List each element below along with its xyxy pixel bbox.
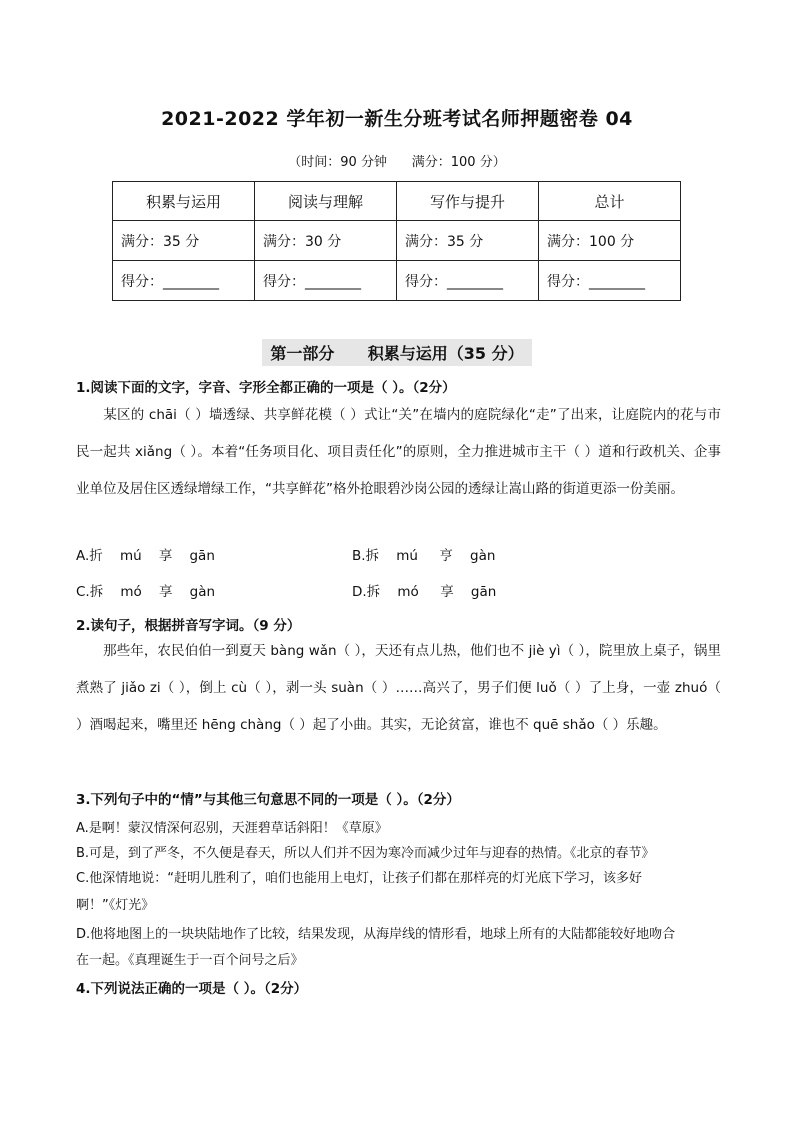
score-header-cell: 阅读与理解 <box>255 182 397 221</box>
section-heading: 第一部分 积累与运用（35 分） <box>262 339 531 366</box>
score-table-full-row <box>113 221 681 261</box>
question-2-header <box>76 614 721 634</box>
question-1-title: 1.阅读下面的文字，字音、字形全都正确的一项是（ ）。（2分） <box>76 380 456 396</box>
question-3-option-a: A.是啊！蒙汉情深何忍别，天涯碧草话斜阳！《草原》 <box>76 821 388 836</box>
full-mark-cell: 满分：35 分 <box>397 221 539 261</box>
question-3-option-b: B.可是，到了严冬，不久便是春天，所以人们并不因为寒冷而减少过年与迎春的热情。《北京的春节》 <box>76 846 655 861</box>
section-heading-wrap <box>0 339 794 366</box>
got-mark-cell: 得分：________ <box>397 261 539 301</box>
exam-title: 2021-2022 学年初一新生分班考试名师押题密卷 04 <box>161 108 633 130</box>
question-1-header <box>76 376 721 396</box>
question-4-header <box>76 977 721 997</box>
score-header-cell: 总计 <box>539 182 681 221</box>
score-table <box>112 181 681 301</box>
exam-subtitle: （时间：90 分钟 满分：100 分） <box>288 155 506 170</box>
question-3-option-d-cont: 在一起。《真理诞生于一百个问号之后》 <box>76 953 304 968</box>
full-mark-cell: 满分：30 分 <box>255 221 397 261</box>
got-mark-cell: 得分：________ <box>113 261 255 301</box>
question-3-option-d: D.他将地图上的一块块陆地作了比较，结果发现，从海岸线的情形看，地球上所有的大陆都能较好地吻合 <box>76 927 676 942</box>
score-header-cell: 写作与提升 <box>397 182 539 221</box>
question-3-option-c-cont: 啊！”《灯光》 <box>76 898 155 913</box>
question-3-option-c: C.他深情地说：“赶明儿胜利了，咱们也能用上电灯，让孩子们都在那样亮的灯光底下学习，该多好 <box>76 871 642 886</box>
full-mark-cell: 满分：100 分 <box>539 221 681 261</box>
got-mark-cell: 得分：________ <box>255 261 397 301</box>
score-table-got-row <box>113 261 681 301</box>
score-table-header-row <box>113 182 681 221</box>
question-4-title: 4.下列说法正确的一项是（ ）。（2分） <box>76 981 308 997</box>
question-3-header <box>76 788 721 808</box>
question-1-option-b: B.拆 mú 亨 gàn <box>352 548 496 564</box>
got-mark-cell: 得分：________ <box>539 261 681 301</box>
question-2-passage: 那些年，农民伯伯一到夏天 bàng wǎn（ ），天还有点儿热，他们也不 jiè yì（ ），院里放上桌子，锅里煮熟了 jiǎo zi（ ），倒上 cù（ ），剥一头 suàn（ ）……高兴了，男子们便 luǒ（ ）了上身，一壶 zhuó（ ）酒喝起来，嘴里还 hēng chàng（ ）起了小曲。其实，无论贫富，谁也不 quē shǎo（ ）乐趣。 <box>76 643 721 733</box>
question-1-option-d: D.拆 mó 享 gān <box>352 584 497 600</box>
full-mark-cell: 满分：35 分 <box>113 221 255 261</box>
score-header-cell: 积累与运用 <box>113 182 255 221</box>
question-1-option-c: C.拆 mó 享 gàn <box>76 584 216 600</box>
question-1-option-a: A.折 mú 享 gān <box>76 548 215 564</box>
question-1-passage: 某区的 chāi（ ）墙透绿、共享鲜花模（ ）式让“关”在墙内的庭院绿化“走”了出来，让庭院内的花与市民一起共 xiǎng（ ）。本着“任务项目化、项目责任化”的原则，全力推进城市主干（ ）道和行政机关、企事业单位及居住区透绿增绿工作，“共享鲜花”格外抢眼碧沙岗公园的透绿让嵩山路的街道更添一份美丽。 <box>76 407 721 497</box>
question-2-title: 2.读句子，根据拼音写字词。（9 分） <box>76 618 301 634</box>
question-3-title: 3.下列句子中的“情”与其他三句意思不同的一项是（ ）。（2分） <box>76 792 460 808</box>
